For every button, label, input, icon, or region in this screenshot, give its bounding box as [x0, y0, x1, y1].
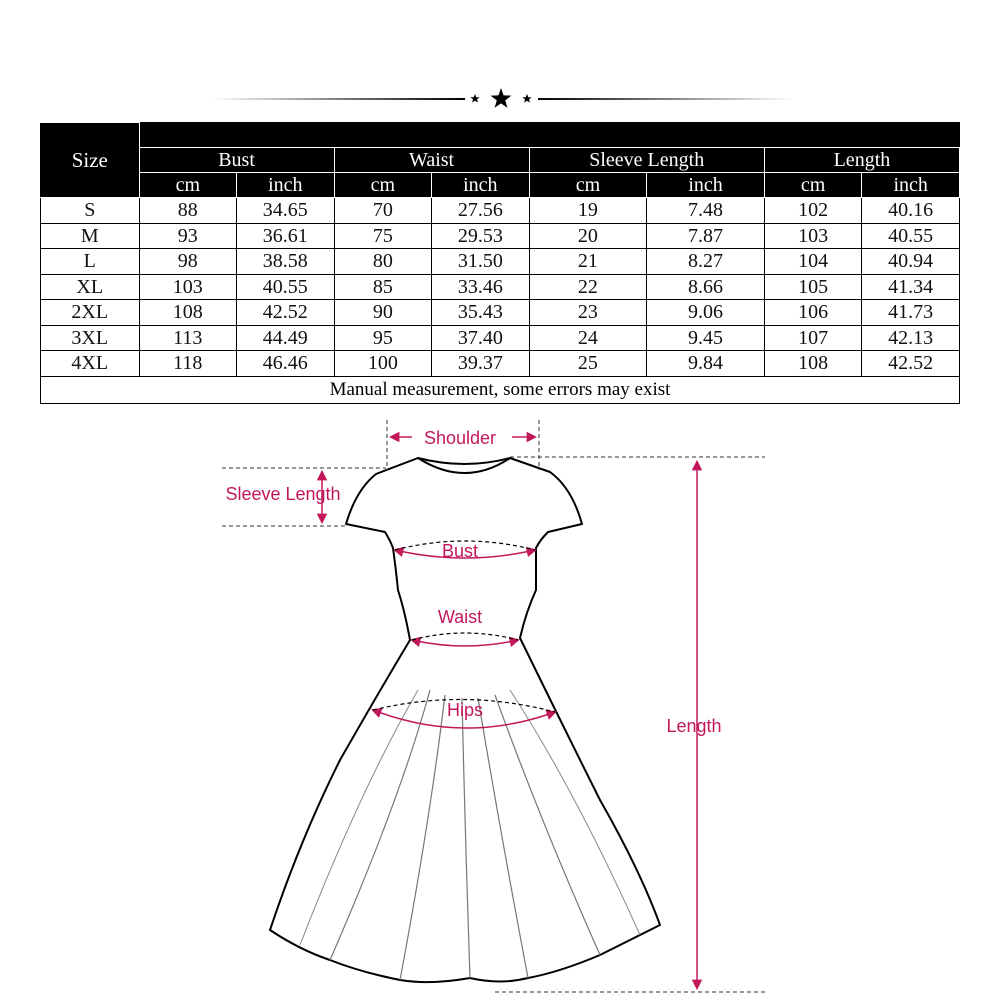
table-row — [41, 274, 960, 300]
measurement-cell: 33.46 — [432, 274, 530, 300]
table-row — [41, 223, 960, 249]
measurement-cell: 22 — [529, 274, 647, 300]
measurement-cell: 44.49 — [237, 325, 335, 351]
measurement-cell: 42.52 — [237, 300, 335, 326]
measurement-cell: 46.46 — [237, 351, 335, 377]
measurement-cell: 34.65 — [237, 198, 335, 224]
size-cell: M — [41, 223, 140, 249]
star-divider — [0, 80, 1000, 120]
table-row — [41, 300, 960, 326]
divider-line-right — [538, 98, 793, 100]
group-header-waist: Waist — [334, 148, 529, 173]
shoulder-label: Shoulder — [423, 428, 497, 448]
measurement-cell: 118 — [139, 351, 237, 377]
measurement-arrows — [322, 437, 697, 988]
group-header-length: Length — [764, 148, 959, 173]
measurement-cell: 80 — [334, 249, 432, 275]
header-band — [139, 123, 959, 148]
measurement-cell: 21 — [529, 249, 647, 275]
measurement-cell: 85 — [334, 274, 432, 300]
measurement-cell: 102 — [764, 198, 862, 224]
dress-measurement-diagram — [0, 415, 1000, 1000]
measurement-cell: 88 — [139, 198, 237, 224]
size-cell: 2XL — [41, 300, 140, 326]
measurement-cell: 40.94 — [862, 249, 960, 275]
size-cell: XL — [41, 274, 140, 300]
measurement-cell: 103 — [764, 223, 862, 249]
measurement-cell: 35.43 — [432, 300, 530, 326]
measurement-cell: 9.84 — [647, 351, 765, 377]
measurement-cell: 40.55 — [862, 223, 960, 249]
measurement-cell: 8.66 — [647, 274, 765, 300]
measurement-cell: 36.61 — [237, 223, 335, 249]
measurement-cell: 40.55 — [237, 274, 335, 300]
measurement-cell: 105 — [764, 274, 862, 300]
measurement-cell: 8.27 — [647, 249, 765, 275]
measurement-cell: 93 — [139, 223, 237, 249]
unit-header: cm — [139, 173, 237, 198]
measurement-cell: 41.34 — [862, 274, 960, 300]
measurement-cell: 75 — [334, 223, 432, 249]
size-cell: S — [41, 198, 140, 224]
measurement-cell: 38.58 — [237, 249, 335, 275]
measurement-cell: 29.53 — [432, 223, 530, 249]
measurement-cell: 39.37 — [432, 351, 530, 377]
table-footnote: Manual measurement, some errors may exist — [41, 376, 960, 403]
measurement-cell: 100 — [334, 351, 432, 377]
group-header-bust: Bust — [139, 148, 334, 173]
divider-line-left — [210, 98, 465, 100]
measurement-cell: 98 — [139, 249, 237, 275]
measurement-cell: 7.48 — [647, 198, 765, 224]
size-chart-table — [40, 122, 960, 404]
table-body — [41, 198, 960, 377]
table-row — [41, 198, 960, 224]
size-column-header: Size — [41, 123, 140, 198]
dress-outline — [270, 458, 660, 982]
size-cell: L — [41, 249, 140, 275]
unit-header: inch — [432, 173, 530, 198]
measurement-cell: 104 — [764, 249, 862, 275]
measurement-cell: 95 — [334, 325, 432, 351]
measurement-cell: 7.87 — [647, 223, 765, 249]
measurement-cell: 108 — [139, 300, 237, 326]
measurement-cell: 70 — [334, 198, 432, 224]
sleeve-length-label: Sleeve Length — [225, 484, 341, 504]
table-row — [41, 325, 960, 351]
small-star-icon — [522, 94, 531, 103]
unit-header: cm — [764, 173, 862, 198]
measurement-cell: 42.13 — [862, 325, 960, 351]
unit-header: cm — [334, 173, 432, 198]
guide-lines — [222, 420, 765, 992]
measurement-cell: 25 — [529, 351, 647, 377]
size-cell: 3XL — [41, 325, 140, 351]
measurement-cell: 103 — [139, 274, 237, 300]
measurement-cell: 113 — [139, 325, 237, 351]
waist-label: Waist — [437, 607, 483, 627]
measurement-cell: 41.73 — [862, 300, 960, 326]
star-icon — [491, 88, 512, 108]
measurement-cell: 9.06 — [647, 300, 765, 326]
waist-arrow — [412, 640, 518, 646]
bust-label: Bust — [441, 541, 479, 561]
measurement-cell: 31.50 — [432, 249, 530, 275]
small-star-icon — [470, 94, 479, 103]
table-row — [41, 351, 960, 377]
unit-header: cm — [529, 173, 647, 198]
measurement-cell: 42.52 — [862, 351, 960, 377]
measurement-cell: 37.40 — [432, 325, 530, 351]
measurement-cell: 40.16 — [862, 198, 960, 224]
measurement-cell: 9.45 — [647, 325, 765, 351]
measurement-cell: 90 — [334, 300, 432, 326]
table-row — [41, 249, 960, 275]
group-header-sleeve-length: Sleeve Length — [529, 148, 764, 173]
measurement-cell: 106 — [764, 300, 862, 326]
hips-label: Hips — [446, 700, 484, 720]
unit-header: inch — [647, 173, 765, 198]
measurement-cell: 27.56 — [432, 198, 530, 224]
length-label: Length — [666, 716, 722, 736]
table-header — [41, 123, 960, 198]
measurement-cell: 19 — [529, 198, 647, 224]
unit-header: inch — [237, 173, 335, 198]
size-cell: 4XL — [41, 351, 140, 377]
measurement-cell: 23 — [529, 300, 647, 326]
measurement-cell: 108 — [764, 351, 862, 377]
measurement-cell: 107 — [764, 325, 862, 351]
measurement-cell: 24 — [529, 325, 647, 351]
unit-header: inch — [862, 173, 960, 198]
measurement-cell: 20 — [529, 223, 647, 249]
